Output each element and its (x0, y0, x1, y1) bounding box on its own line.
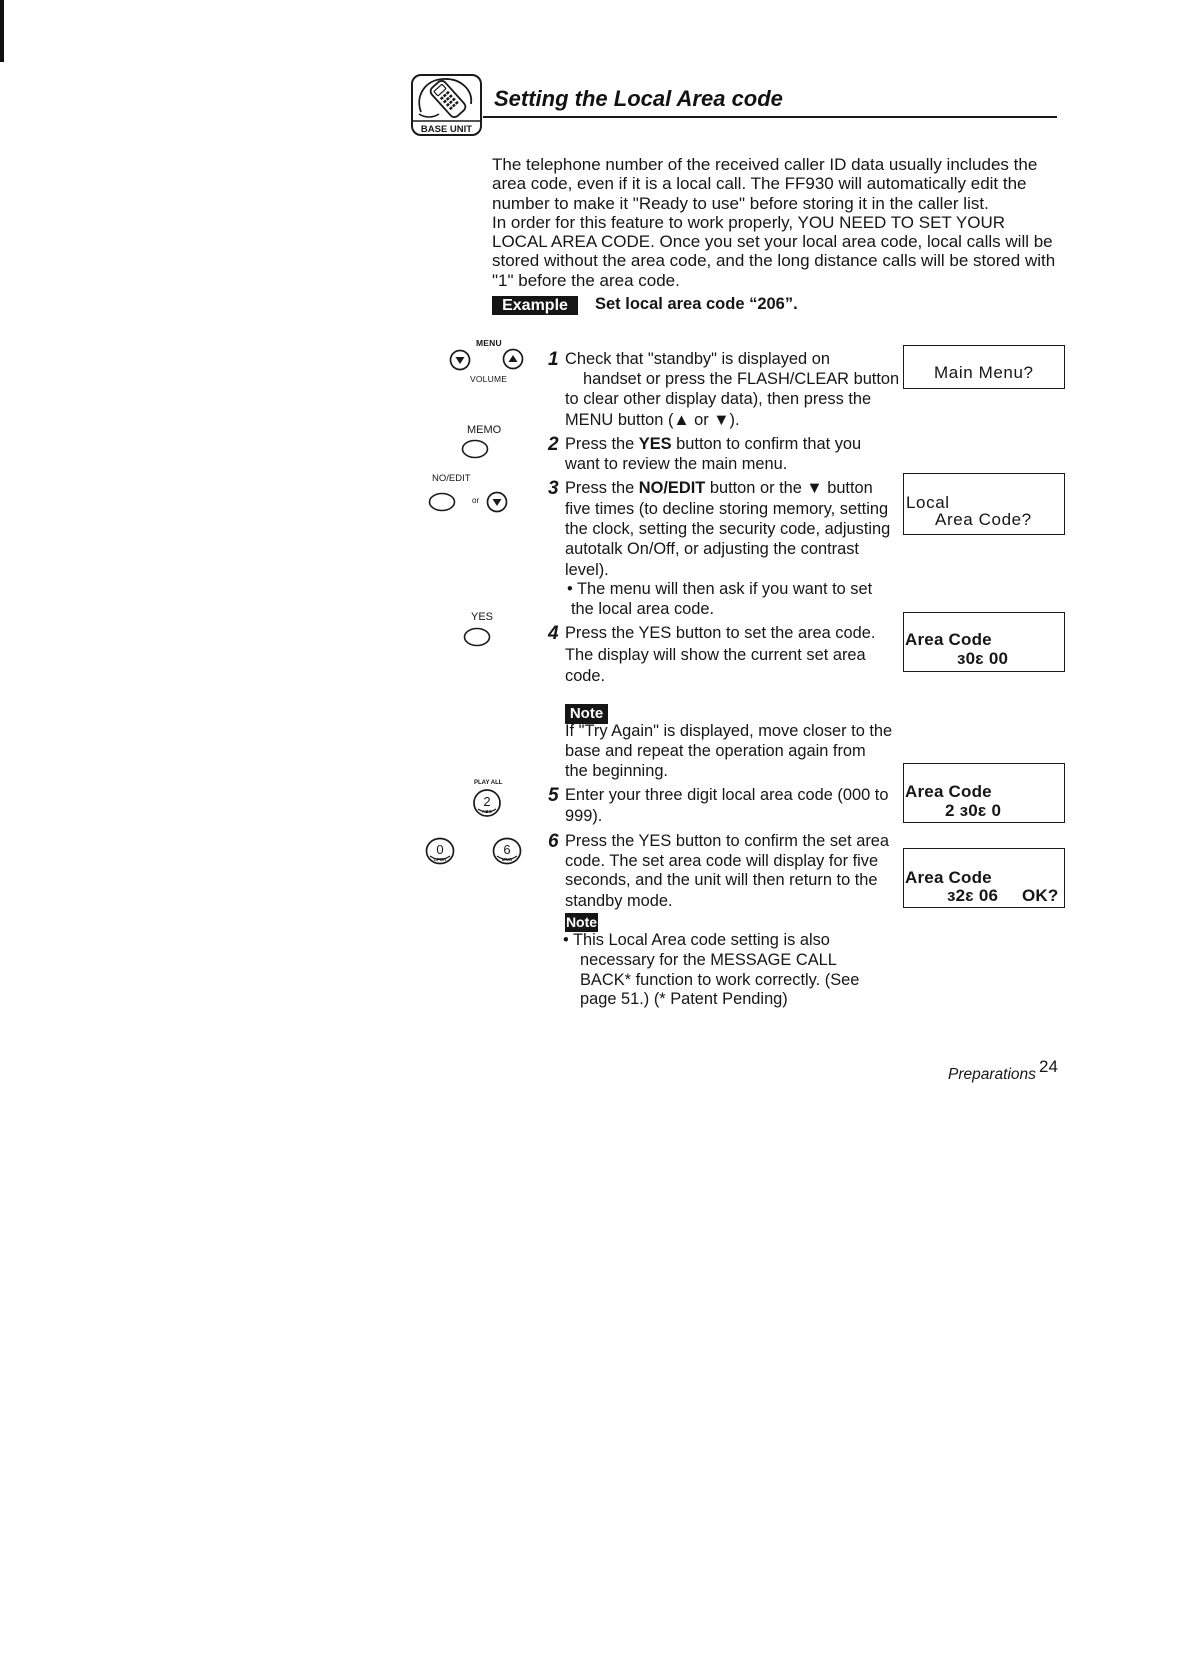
intro-line: stored without the area code, and the long distance calls will be stored with (492, 251, 1056, 270)
lcd-display-entering-code (903, 763, 1065, 823)
note-bullet-line: • This Local Area code setting is also (563, 931, 830, 949)
step-text-segment: Press the (565, 435, 639, 453)
yes-button-icon (463, 627, 491, 647)
base-unit-label: BASE UNIT (420, 124, 473, 135)
yes-label: YES (471, 611, 494, 623)
step-line: 999). (565, 807, 603, 825)
intro-line: number to make it "Ready to use" before storing it in the caller list. (492, 194, 989, 213)
step-number: 6 (548, 831, 559, 852)
step-line: Press the YES button to confirm the set area (565, 832, 890, 850)
page-title: Setting the Local Area code (494, 86, 783, 111)
step-text-segment: button or the ▼ button (705, 479, 873, 497)
page-number: 24 (1039, 1057, 1058, 1076)
lcd-line: ɜ2ɛ 06 (947, 886, 999, 905)
step-line: five times (to decline storing memory, setting (565, 500, 889, 518)
intro-line: LOCAL AREA CODE. Once you set your local area code, local calls will be (492, 232, 1053, 251)
key-2-digit: 2 (483, 794, 491, 809)
note-badge: Note (565, 914, 598, 930)
step-bullet-line: • The menu will then ask if you want to set (567, 580, 873, 598)
key-2-sub-label: ABC (482, 809, 492, 814)
step-line: Check that "standby" is displayed on (565, 350, 830, 368)
step-text-segment: Press the (565, 479, 639, 497)
down-button-icon (486, 491, 508, 513)
step-line: handset or press the FLASH/CLEAR button (583, 370, 900, 388)
example-text: Set local area code “206”. (595, 295, 798, 313)
note-line: If "Try Again" is displayed, move closer to the (565, 722, 893, 740)
noedit-label: NO/EDIT (432, 473, 471, 484)
intro-line: The telephone number of the received caller ID data usually includes the (492, 155, 1038, 174)
lcd-line: Area Code (905, 630, 992, 649)
key-6-sub-label: MNO (501, 857, 513, 862)
lcd-line: ɜ0ɛ 00 (957, 649, 1009, 668)
step-line: code. (565, 667, 606, 685)
step-line: The display will show the current set area (565, 646, 866, 664)
volume-label: VOLUME (470, 374, 508, 384)
step-line: standby mode. (565, 892, 673, 910)
lcd-line: Main Menu? (934, 363, 1034, 382)
step-number: 3 (548, 478, 559, 499)
step-line (565, 479, 873, 498)
step-line: Enter your three digit local area code (000 to (565, 786, 889, 804)
keypad-key-6-icon (492, 837, 522, 866)
step-line: autotalk On/Off, or adjusting the contrast (565, 540, 859, 558)
lcd-display-local-area-code (903, 473, 1065, 535)
note-line: necessary for the MESSAGE CALL (580, 951, 837, 969)
step-line: seconds, and the unit will then return to the (565, 871, 878, 889)
step-line: MENU button (▲ or ▼). (565, 411, 740, 429)
base-unit-icon (411, 74, 483, 137)
keypad-key-2-icon (472, 788, 502, 818)
volume-up-button-icon (502, 348, 524, 370)
noedit-button-icon (428, 492, 456, 512)
step-line: the clock, setting the security code, adjusting (565, 520, 891, 538)
key-6-digit: 6 (503, 842, 511, 857)
footer-section-name: Preparations (948, 1066, 1036, 1083)
step-number: 4 (548, 623, 559, 644)
intro-line: In order for this feature to work properly, YOU NEED TO SET YOUR (492, 213, 1006, 232)
note-line: BACK* function to work correctly. (See (580, 971, 860, 989)
lcd-display-main-menu (903, 345, 1065, 389)
note-line: page 51.) (* Patent Pending) (580, 990, 788, 1008)
step-line (565, 435, 861, 454)
scan-edge-mark (0, 0, 4, 62)
note-badge: Note (565, 704, 608, 724)
or-label: or (472, 496, 480, 505)
key-0-digit: 0 (436, 842, 444, 857)
step-line: Press the YES button to set the area code. (565, 624, 876, 642)
step-line: the local area code. (571, 600, 715, 618)
step-line: code. The set area code will display for five (565, 852, 879, 870)
noedit-button-reference: NO/EDIT (638, 479, 706, 497)
step-number: 5 (548, 785, 559, 806)
memo-label: MEMO (467, 424, 502, 436)
yes-button-reference: YES (638, 435, 672, 453)
lcd-line: Area Code? (935, 510, 1032, 529)
lcd-line: Local (906, 493, 950, 512)
note-line: base and repeat the operation again from (565, 742, 866, 760)
step-line: want to review the main menu. (565, 455, 788, 473)
key-0-sub-label: OPER (433, 857, 447, 862)
step-line: level). (565, 561, 609, 579)
lcd-ok-prompt: OK? (1022, 886, 1059, 905)
lcd-line: Area Code (905, 782, 992, 801)
memo-button-icon (461, 439, 489, 459)
step-line: to clear other display data), then press the (565, 390, 872, 408)
keypad-key-0-icon (425, 837, 455, 866)
intro-line: "1" before the area code. (492, 271, 680, 290)
note-line: the beginning. (565, 762, 668, 780)
step-text-segment: button to confirm that you (671, 435, 862, 453)
step-number: 1 (548, 349, 559, 370)
title-underline (483, 116, 1057, 118)
menu-label: MENU (476, 338, 502, 348)
key-2-top-label: PLAY ALL (474, 780, 503, 786)
lcd-line: 2 ɜ0ɛ 0 (945, 801, 1002, 820)
intro-line: area code, even if it is a local call. The FF930 will automatically edit the (492, 174, 1027, 193)
volume-down-button-icon (449, 349, 471, 371)
example-badge: Example (492, 296, 578, 315)
step-number: 2 (548, 434, 559, 455)
lcd-line: Area Code (905, 868, 992, 887)
lcd-display-current-code (903, 612, 1065, 672)
lcd-display-confirm-code (903, 848, 1065, 908)
